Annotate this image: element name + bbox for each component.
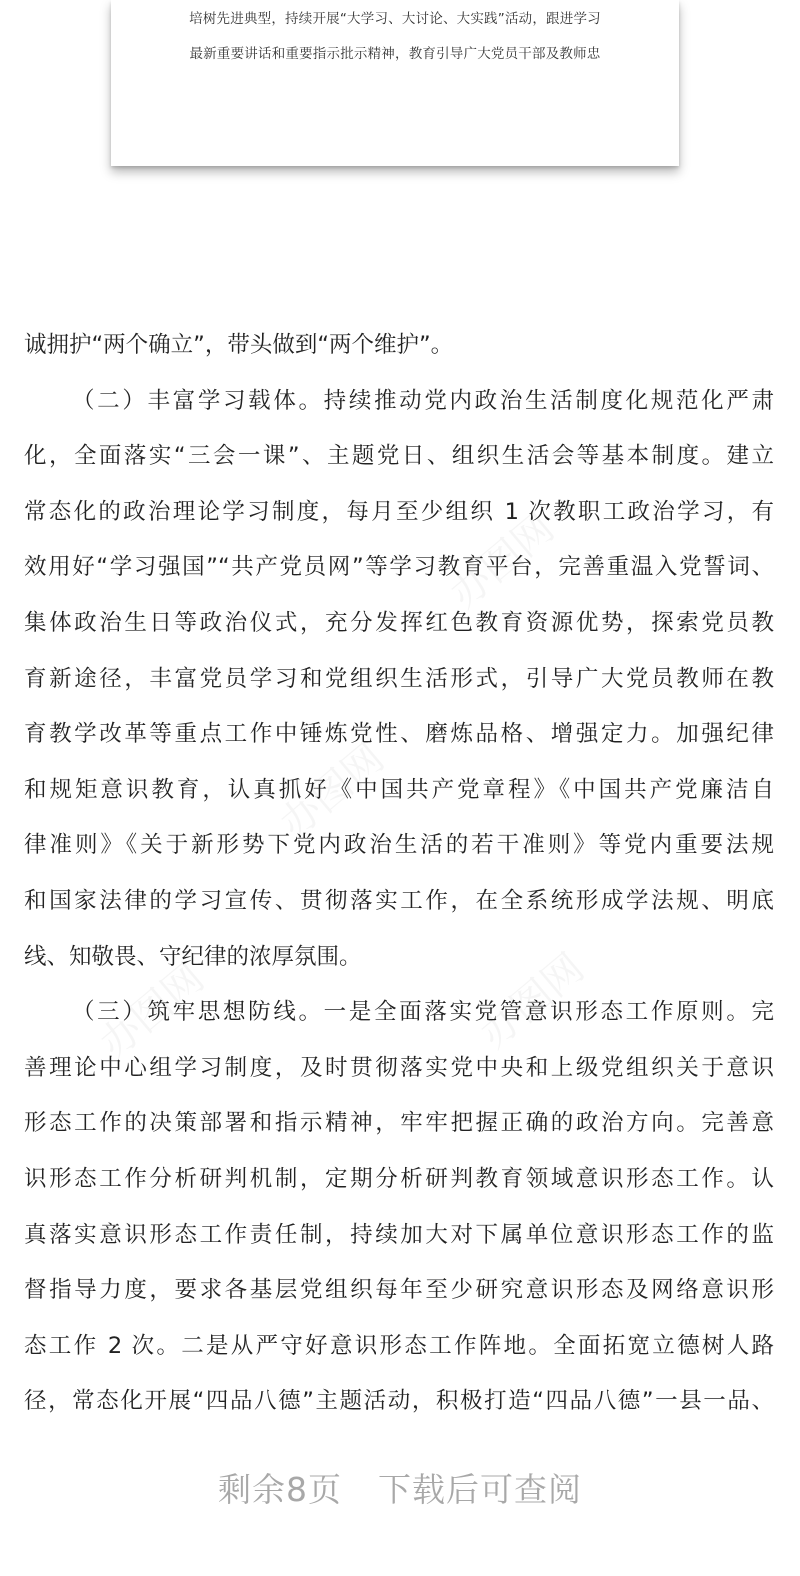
section-heading-line: （三）筑牢思想防线。一是全面落实党管意识形态工作原则。完 [72,999,774,1026]
watermark: 办图网 [471,944,593,1058]
doc-line: 态工作 2 次。二是从严守好意识形态工作阵地。全面拓宽立德树人路 [24,1332,774,1359]
previous-page-line-1: 培树先进典型，持续开展“大学习、大讨论、大实践”活动，跟进学习 [189,11,601,27]
download-prompt[interactable] [0,1466,800,1514]
previous-page-line-2: 最新重要讲话和重要指示批示精神，教育引导广大党员干部及教师忠 [189,46,601,62]
doc-line: 善理论中心组学习制度，及时贯彻落实党中央和上级党组织关于意识 [24,1054,774,1081]
doc-line: 线、知敬畏、守纪律的浓厚氛围。 [24,943,362,970]
watermark: 办图网 [271,734,393,848]
doc-line: 效用好“学习强国”“共产党员网”等学习教育平台，完善重温入党誓词、 [24,554,774,581]
section-heading-line: （二）丰富学习载体。持续推动党内政治生活制度化规范化严肃 [72,387,774,414]
remaining-pages-label[interactable]: 剩余8页 [218,1470,342,1509]
doc-line: 化，全面落实“三会一课”、主题党日、组织生活会等基本制度。建立 [24,443,774,470]
doc-line: 育新途径，丰富党员学习和党组织生活形式，引导广大党员教师在教 [24,665,774,692]
watermark: 办图网 [441,504,563,618]
doc-line: 和国家法律的学习宣传、贯彻落实工作，在全系统形成学法规、明底 [24,887,774,914]
doc-line: 真落实意识形态工作责任制，持续加大对下属单位意识形态工作的监 [24,1221,774,1248]
doc-line: 诚拥护“两个确立”，带头做到“两个维护”。 [24,332,454,358]
doc-line: 律准则》《关于新形势下党内政治生活的若干准则》等党内重要法规 [24,832,774,859]
doc-line: 常态化的政治理论学习制度，每月至少组织 1 次教职工政治学习，有 [24,498,774,525]
download-to-view-label[interactable]: 下载后可查阅 [378,1470,582,1509]
watermark: 办图网 [91,954,213,1068]
doc-line: 集体政治生日等政治仪式，充分发挥红色教育资源优势，探索党员教 [24,609,774,636]
doc-line: 形态工作的决策部署和指示精神，牢牢把握正确的政治方向。完善意 [24,1110,774,1137]
doc-line: 和规矩意识教育，认真抓好《中国共产党章程》《中国共产党廉洁自 [24,776,774,803]
document-body [24,318,774,1430]
doc-line: 育教学改革等重点工作中锤炼党性、磨炼品格、增强定力。加强纪律 [24,721,774,748]
doc-line: 识形态工作分析研判机制，定期分析研判教育领域意识形态工作。认 [24,1165,774,1192]
doc-line: 督指导力度，要求各基层党组织每年至少研究意识形态及网络意识形 [24,1277,774,1304]
doc-line: 径，常态化开展“四品八德”主题活动，积极打造“四品八德”一县一品、 [24,1388,774,1415]
previous-page-card [111,0,679,166]
